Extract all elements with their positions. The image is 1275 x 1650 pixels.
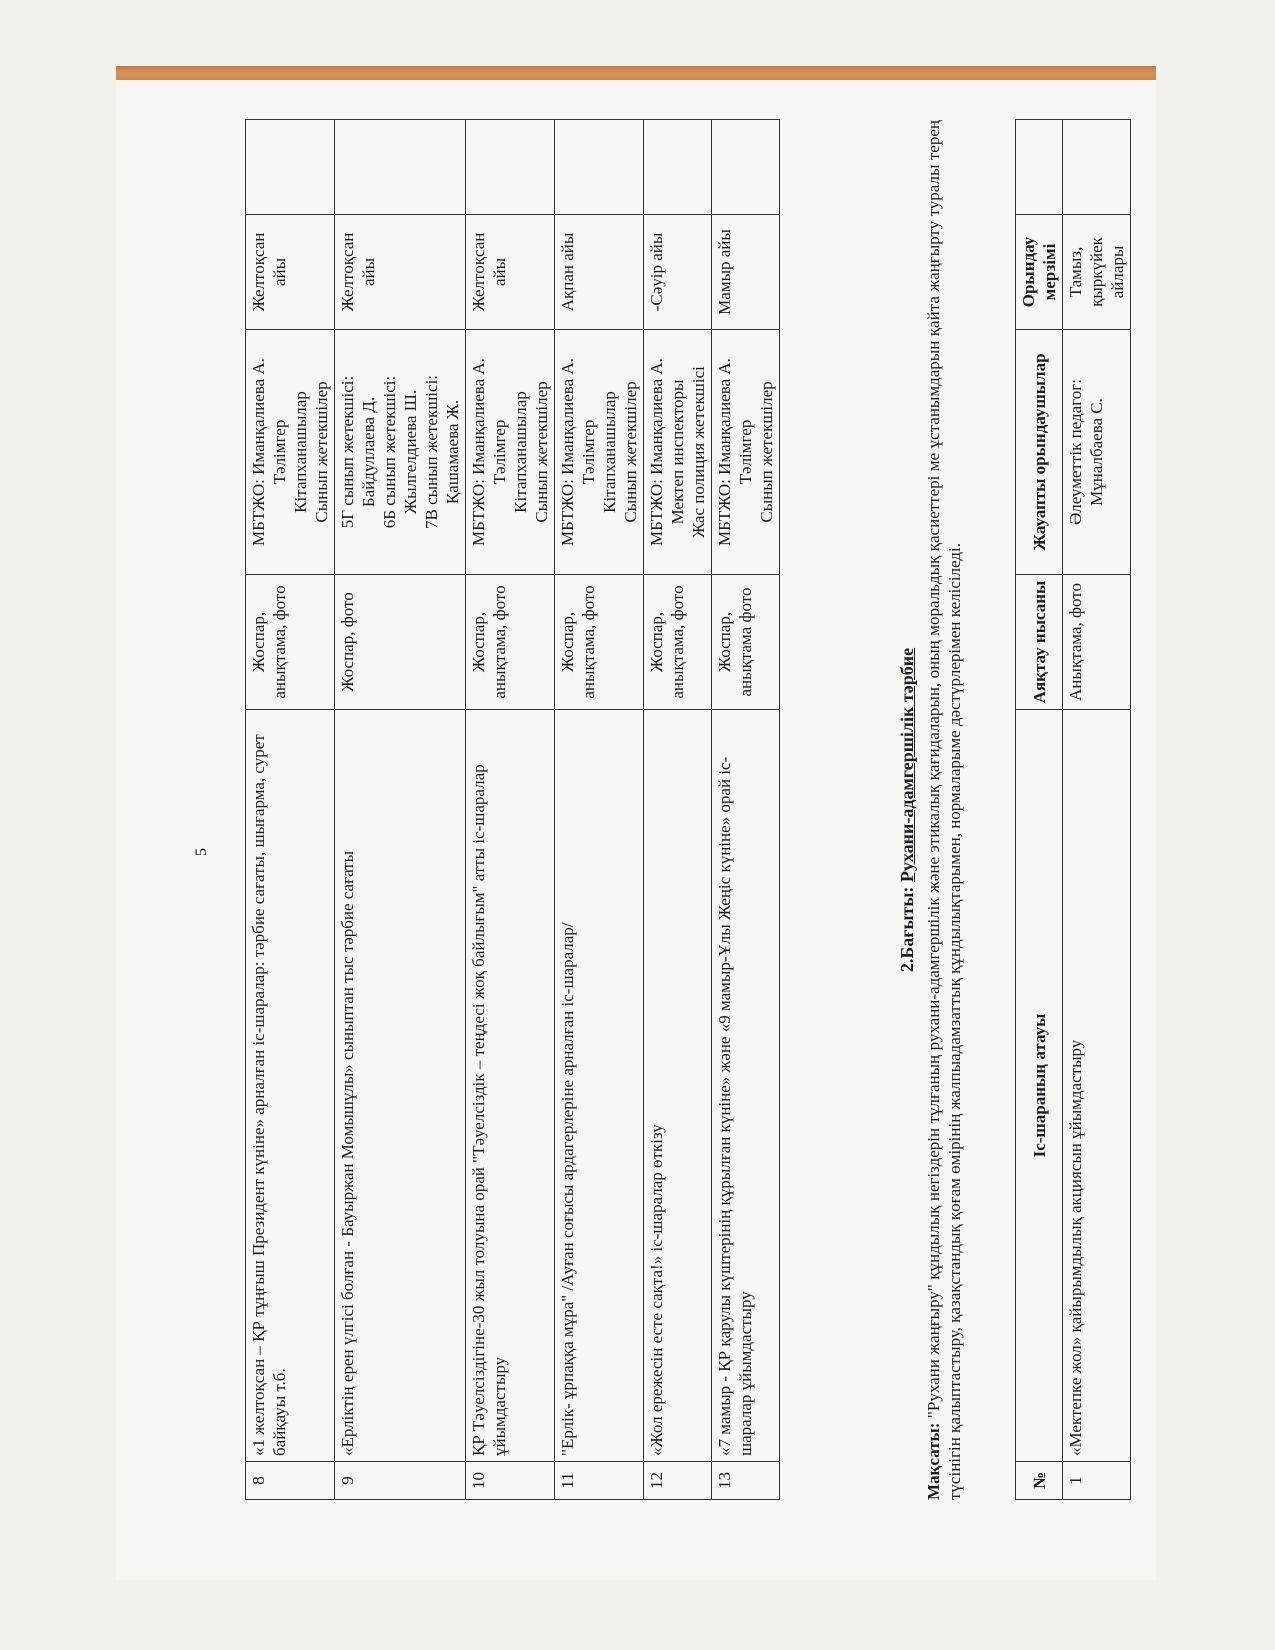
responsible-person: Кітапханашылар (600, 391, 619, 513)
table-row (555, 120, 644, 1500)
row-number: 8 (246, 1462, 335, 1500)
deadline: Ақпан айы (555, 215, 644, 330)
responsible-person: Әлеуметтік педагог: (1066, 379, 1085, 525)
table-row (246, 120, 335, 1500)
header-no: № (1016, 1462, 1063, 1500)
responsible-cell (644, 330, 712, 575)
row-number: 13 (712, 1462, 780, 1500)
row-number: 9 (335, 1462, 466, 1500)
responsible-cell (1063, 330, 1131, 575)
table-row (1063, 120, 1131, 1500)
empty-cell (466, 120, 555, 215)
header-form: Аяқтау нысаны (1016, 575, 1063, 710)
event-name: ҚР Тәуелсіздігіне-30 жыл толуына орай "Тәуелсіздік – теңдесі жоқ байлығым" атты іс-шаралар ұйымдастыру (466, 710, 555, 1462)
event-name: «Мектепке жол» қайырымдылық акциясын ұйымдастыру (1063, 710, 1131, 1462)
deadline: -Сәуір айы (644, 215, 712, 330)
completion-form: Анықтама, фото (1063, 575, 1131, 710)
responsible-person: Мұналбаева С. (1087, 398, 1106, 506)
responsible-person: Жылгелдиева Ш. (401, 389, 420, 515)
deadline: Желтоқсан айы (466, 215, 555, 330)
goal-label: Мақсаты: (924, 1422, 943, 1500)
completion-form: Жоспар, анықтама, фото (466, 575, 555, 710)
row-number: 12 (644, 1462, 712, 1500)
row-number: 1 (1063, 1462, 1131, 1500)
responsible-person: Байдуллаева Д. (359, 396, 378, 508)
responsible-person: Кітапханашылар (511, 391, 530, 513)
header-term: Орындау мерзімі (1016, 215, 1063, 330)
completion-form: Жоспар, анықтама, фото (246, 575, 335, 710)
responsible-person: Мектеп инспекторы (668, 379, 687, 525)
page-number: 5 (193, 848, 210, 856)
rotated-content (175, 120, 1125, 1520)
responsible-person: Сынып жетекшілер (757, 381, 776, 523)
header-name: Іс-шараның атауы (1016, 710, 1063, 1462)
responsible-person: Тәлімгер (490, 419, 509, 485)
completion-form: Жоспар, анықтама, фото (555, 575, 644, 710)
responsible-person: Тәлімгер (579, 419, 598, 485)
responsible-person: Жас полиция жетекшісі (689, 366, 708, 538)
event-name: «1 желтоқсан – ҚР тұңғыш Президент күніне» арналған іс-шаралар: тәрбие сағаты, шығарма, сурет байқауы т.б. (246, 710, 335, 1462)
table-row (466, 120, 555, 1500)
deadline: Тамыз, қыркүйек айлары (1063, 215, 1131, 330)
section-goal (923, 120, 965, 1500)
responsible-cell (712, 330, 780, 575)
responsible-person: Кітапханашылар (291, 391, 310, 513)
empty-cell (335, 120, 466, 215)
header-empty (1016, 120, 1063, 215)
empty-cell (644, 120, 712, 215)
deadline: Желтоқсан айы (246, 215, 335, 330)
responsible-person: МБТЖО: Иманқалиева А. (469, 358, 488, 546)
responsible-person: Сынып жетекшілер (312, 381, 331, 523)
responsible-person: МБТЖО: Иманқалиева А. (558, 358, 577, 546)
goal-text: "Рухани жаңғыру" құндылық негіздерін тұлғаның рухани-адамгершілік және этикалық қағидаларын, оның моральдық қасиеттері ме ұстанымдарын қайта жаңғырту туралы терең түсінігін қалыптастыру, қазақстандық қоғам өмірінің жалпыадамзаттық құндылықтарымен, нормаларыме дәстүрлерімен келісіледі. (924, 120, 964, 1500)
responsible-person: 6Б сынып жетекшісі: (380, 375, 399, 529)
paper-edge (116, 66, 1156, 80)
responsible-person: Сынып жетекшілер (532, 381, 551, 523)
responsible-cell (466, 330, 555, 575)
deadline: Мамыр айы (712, 215, 780, 330)
event-name: "Ерлік- ұрпаққа мұра" /Ауған соғысы ардагерлеріне арналған іс-шаралар/ (555, 710, 644, 1462)
row-number: 11 (555, 1462, 644, 1500)
deadline: Желтоқсан айы (335, 215, 466, 330)
event-name: «Ерліктің ерен үлгісі болған - Бауыржан Момышұлы» сыныптан тыс тәрбие сағаты (335, 710, 466, 1462)
completion-form: Жоспар, фото (335, 575, 466, 710)
table-row (335, 120, 466, 1500)
responsible-cell (335, 330, 466, 575)
empty-cell (712, 120, 780, 215)
responsible-person: Тәлімгер (736, 419, 755, 485)
responsible-person: МБТЖО: Иманқалиева А. (715, 358, 734, 546)
responsible-person: Тәлімгер (270, 419, 289, 485)
empty-cell (1063, 120, 1131, 215)
events-table (245, 119, 780, 1500)
section-title: Рухани-адамгершілік тәрбие (897, 647, 917, 883)
completion-form: Жоспар, анықтама, фото (644, 575, 712, 710)
table-row (712, 120, 780, 1500)
empty-cell (246, 120, 335, 215)
event-name: «Жол ережесін есте сақта!» іс-шаралар өткізу (644, 710, 712, 1462)
responsible-person: МБТЖО: Иманқалиева А. (647, 358, 666, 546)
responsible-cell (246, 330, 335, 575)
event-name: «7 мамыр - ҚР қарулы күштерінің құрылған күніне» және «9 мамыр-Ұлы Жеңіс күніне» орай іс-шаралар ұйымдастыру (712, 710, 780, 1462)
responsible-person: Қашамаева Ж. (443, 399, 462, 505)
row-number: 10 (466, 1462, 555, 1500)
table-row (644, 120, 712, 1500)
completion-form: Жоспар, анықтама фото (712, 575, 780, 710)
responsible-person: 7В сынып жетекшісі: (422, 374, 441, 530)
responsible-person: Сынып жетекшілер (621, 381, 640, 523)
table-header-row (1016, 120, 1063, 1500)
responsible-person: МБТЖО: Иманқалиева А. (249, 358, 268, 546)
responsible-person: 5Г сынып жетекшісі: (338, 375, 357, 529)
spiritual-table (1015, 119, 1131, 1500)
empty-cell (555, 120, 644, 215)
section-heading: 2.Бағыты: Рухани-адамгершілік тәрбие (897, 647, 917, 973)
responsible-cell (555, 330, 644, 575)
header-resp: Жауапты орындаушылар (1016, 330, 1063, 575)
